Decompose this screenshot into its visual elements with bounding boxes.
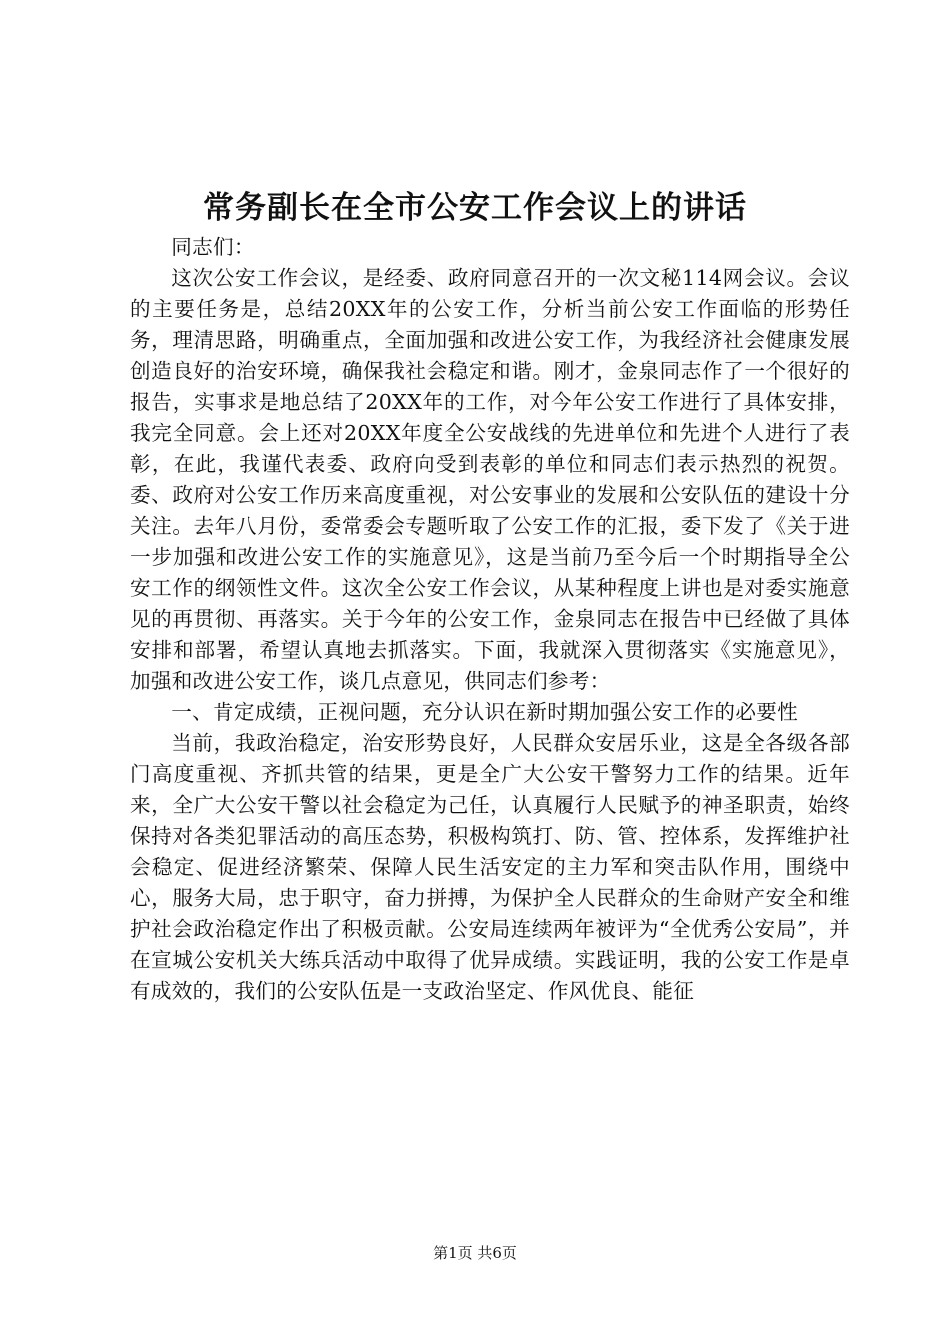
greeting: 同志们： — [171, 235, 255, 259]
paragraph: 当前，我政治稳定，治安形势良好，人民群众安居乐业，这是全各级各部门高度重视、齐抓共管的结果，更是全广大公安干警努力工作的结果。近年来，全广大公安干警以社会稳定为己任，认真履行人民赋予的神圣职责，始终保持对各类犯罪活动的高压态势，积极构筑打、防、管、控体系，发挥维护社会稳定、促进经济繁荣、保障人民生活安定的主力军和突击队作用，围绕中心，服务大局，忠于职守，奋力拼搏，为保护全人民群众的生命财产安全和维护社会政治稳定作出了积极贡献。公安局连续两年被评为“全优秀公安局”，并在宣城公安机关大练兵活动中取得了优异成绩。实践证明，我的公安工作是卓有成效的，我们的公安队伍是一支政治坚定、作风优良、能征 — [130, 731, 850, 1003]
paragraph: 这次公安工作会议，是经委、政府同意召开的一次文秘114网会议。会议的主要任务是，总结20XX年的公安工作，分析当前公安工作面临的形势任务，理清思路，明确重点，全面加强和改进公安工作，为我经济社会健康发展创造良好的治安环境，确保我社会稳定和谐。刚才，金泉同志作了一个很好的报告，实事求是地总结了20XX年的工作，对今年公安工作进行了具体安排，我完全同意。会上还对20XX年度全公安战线的先进单位和先进个人进行了表彰，在此，我谨代表委、政府向受到表彰的单位和同志们表示热烈的祝贺。委、政府对公安工作历来高度重视，对公安事业的发展和公安队伍的建设十分关注。去年八月份，委常委会专题听取了公安工作的汇报，委下发了《关于进一步加强和改进公安工作的实施意见》，这是当前乃至今后一个时期指导全公安工作的纲领性文件。这次全公安工作会议，从某种程度上讲也是对委实施意见的再贯彻、再落实。关于今年的公安工作，金泉同志在报告中已经做了具体安排和部署，希望认真地去抓落实。下面，我就深入贯彻落实《实施意见》，加强和改进公安工作，谈几点意见，供同志们参考： — [130, 266, 850, 693]
document-title: 常务副长在全市公安工作会议上的讲话 — [203, 190, 747, 226]
section-heading: 一、肯定成绩，正视问题，充分认识在新时期加强公安工作的必要性 — [171, 700, 798, 724]
document-body — [130, 232, 850, 1007]
page-footer: 第1页 共6页 — [433, 1244, 517, 1262]
